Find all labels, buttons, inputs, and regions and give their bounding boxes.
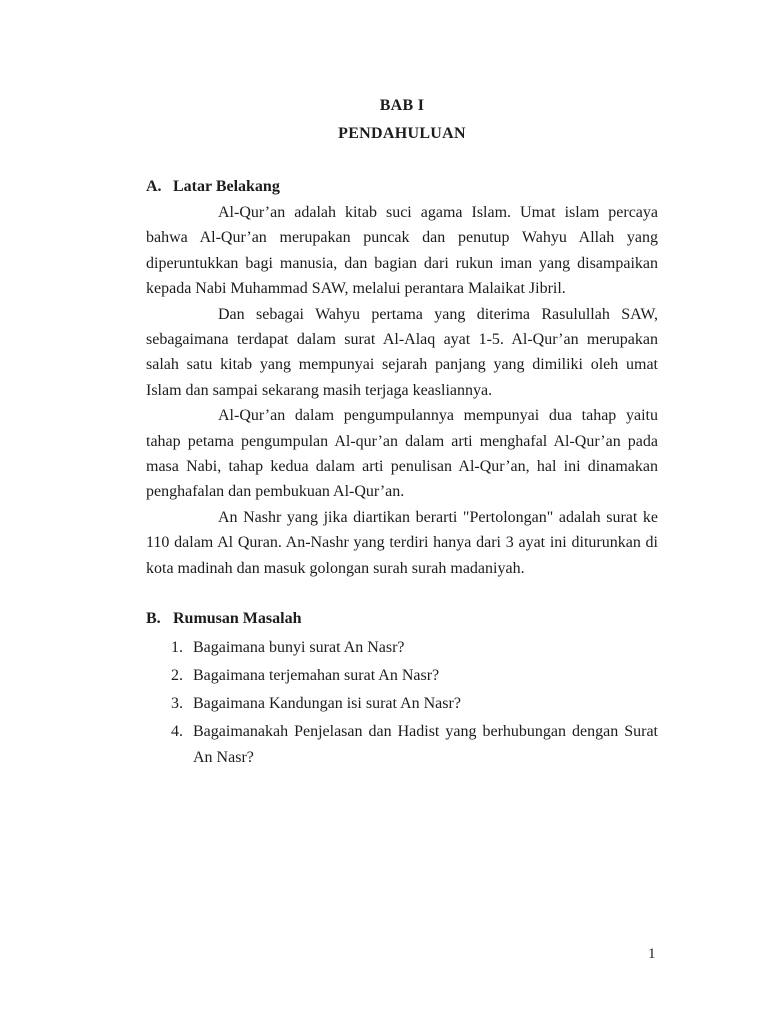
list-item-number: 4.	[171, 723, 183, 741]
list-item	[146, 691, 658, 717]
page-content	[146, 92, 658, 771]
section-b-heading	[146, 606, 658, 632]
section-latar-belakang	[146, 174, 658, 581]
list-item-number: 1.	[171, 639, 183, 657]
paragraph: Al-Qur’an adalah kitab suci agama Islam. Umat islam percaya bahwa Al-Qur’an merupakan puncak dan penutup Wahyu Allah yang diperuntukkan bagi manusia, dan bagian dari rukun iman yang disampaikan kepada Nabi Muhammad SAW, melalui perantara Malaikat Jibril.	[146, 204, 658, 298]
list-item-text: Bagaimanakah Penjelasan dan Hadist yang berhubungan dengan Surat An Nasr?	[193, 723, 658, 767]
list-item-text: Bagaimana terjemahan surat An Nasr?	[193, 667, 440, 685]
chapter-title: BAB I	[379, 97, 425, 114]
paragraph: Al-Qur’an dalam pengumpulannya mempunyai dua tahap yaitu tahap petama pengumpulan Al-qur’an dalam arti menghafal Al-Qur’an pada masa Nabi, tahap kedua dalam arti penulisan Al-Qur’an, hal ini dinamakan penghafalan dan pembukuan Al-Qur’an.	[146, 407, 658, 501]
list-item	[146, 719, 658, 771]
section-b-label: B.	[146, 610, 161, 628]
list-item	[146, 635, 658, 661]
section-a-label: A.	[146, 178, 162, 195]
page-number: 1	[648, 946, 656, 962]
section-b-heading-text: Rumusan Masalah	[173, 610, 302, 628]
section-a-heading	[146, 174, 658, 200]
section-rumusan-masalah	[146, 606, 658, 771]
list-item-number: 3.	[171, 695, 183, 713]
list-item-number: 2.	[171, 667, 183, 685]
list-item-text: Bagaimana Kandungan isi surat An Nasr?	[193, 695, 461, 713]
chapter-subtitle: PENDAHULUAN	[338, 125, 466, 142]
list-item	[146, 663, 658, 689]
paragraph: An Nashr yang jika diartikan berarti "Pertolongan" adalah surat ke 110 dalam Al Quran. An-Nashr yang terdiri hanya dari 3 ayat ini diturunkan di kota madinah dan masuk golongan surah surah madaniyah.	[146, 508, 658, 577]
numbered-list	[146, 635, 658, 771]
list-item-text: Bagaimana bunyi surat An Nasr?	[193, 639, 405, 657]
paragraph: Dan sebagai Wahyu pertama yang diterima Rasulullah SAW, sebagaimana terdapat dalam surat Al-Alaq ayat 1-5. Al-Qur’an merupakan salah satu kitab yang mempunyai sejarah panjang yang dimiliki oleh umat Islam dan sampai sekarang masih terjaga keasliannya.	[146, 305, 658, 399]
section-a-heading-text: Latar Belakang	[173, 178, 280, 195]
